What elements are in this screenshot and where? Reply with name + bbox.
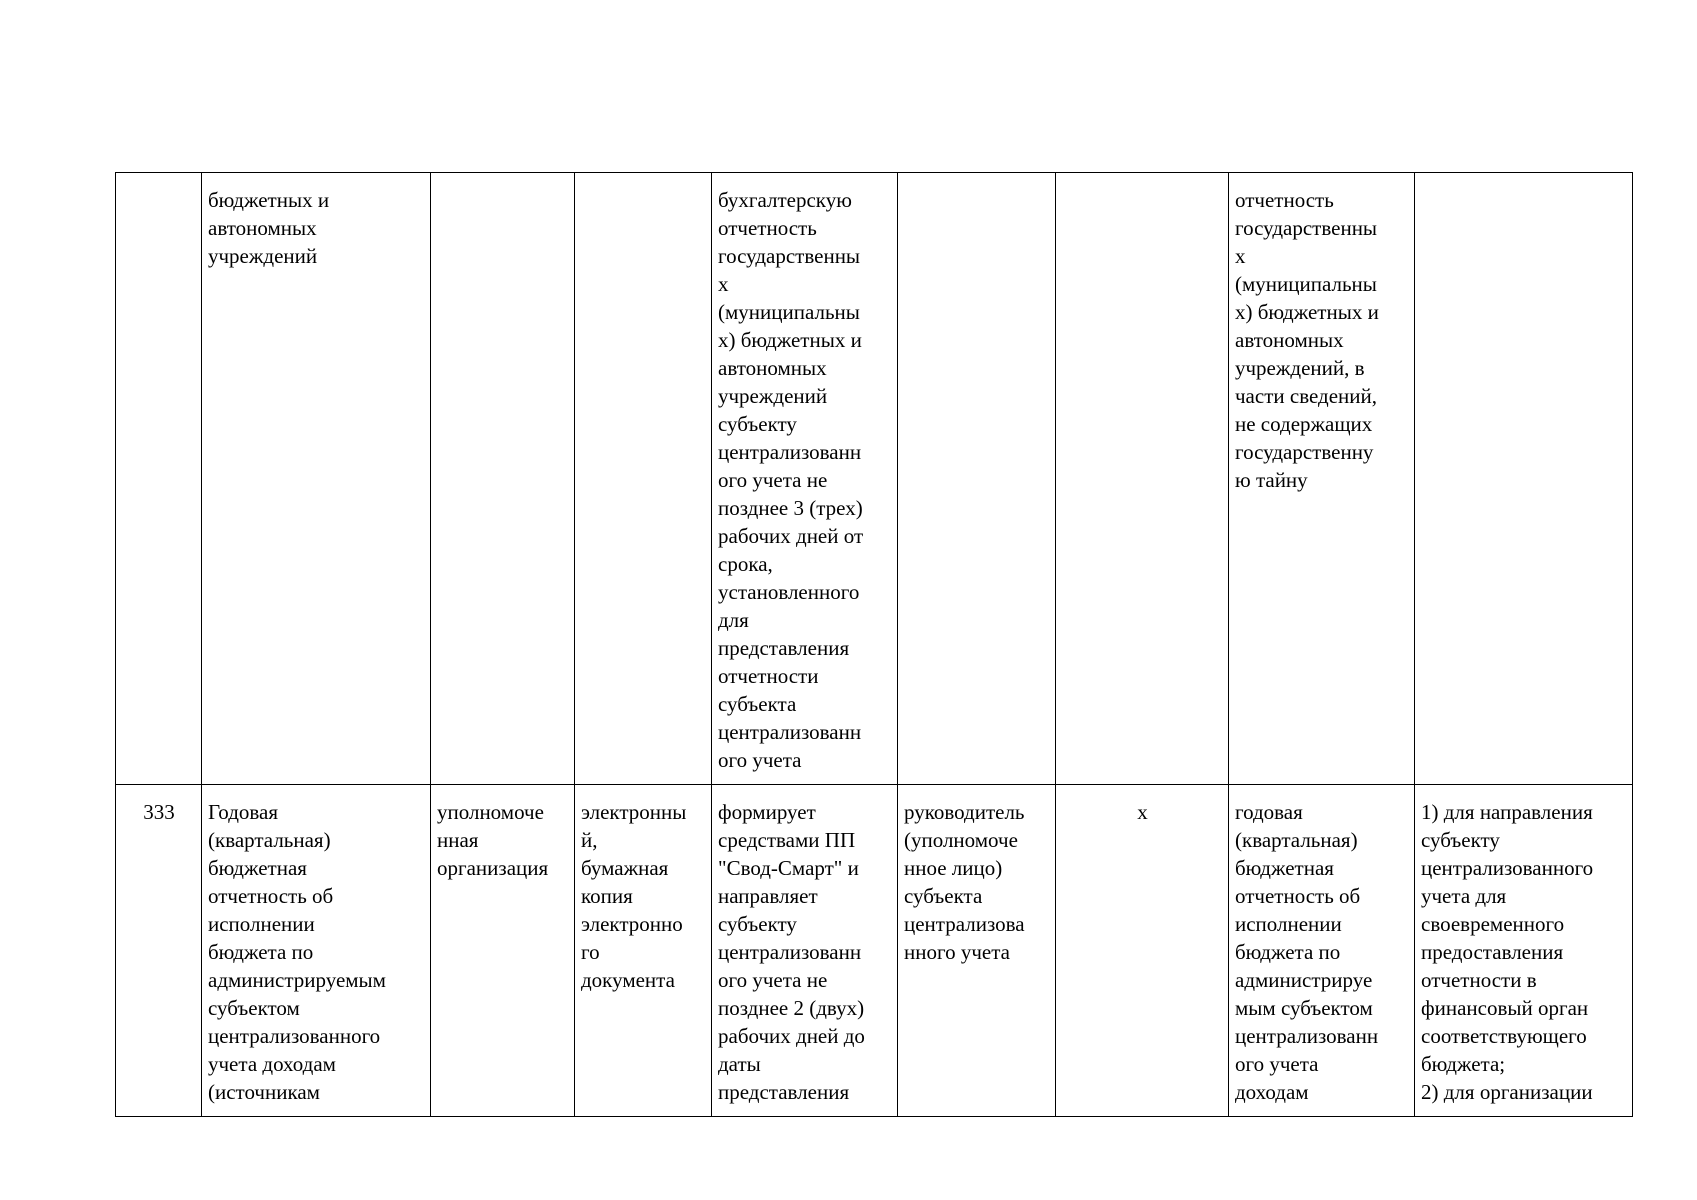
purpose-cell bbox=[1415, 173, 1633, 785]
x-cell bbox=[1056, 173, 1229, 785]
result-description: годовая (квартальная) бюджетная отчетность об исполнении бюджета по администрируе мым субъектом централизованн ого учета доходам bbox=[1235, 800, 1379, 1104]
document-table bbox=[115, 172, 1633, 1117]
purpose-cell bbox=[1415, 785, 1633, 1117]
result-cell bbox=[1229, 173, 1415, 785]
action-description: формирует средствами ПП "Свод-Смарт" и направляет субъекту централизованн ого учета не позднее 2 (двух) рабочих дней до даты представления bbox=[718, 800, 865, 1104]
signer-cell bbox=[898, 173, 1056, 785]
responsible: уполномоче нная организация bbox=[437, 800, 549, 880]
purpose-description: 1) для направления субъекту централизованного учета для своевременного предоставления отчетности в финансовый орган соответствующего бюджета; 2) для организации bbox=[1421, 800, 1594, 1104]
action-description: бухгалтерскую отчетность государственны х (муниципальны х) бюджетных и автономных учреждений субъекту централизованн ого учета не позднее 3 (трех) рабочих дней от срока, установленного для представления отчетности субъекта централизованн ого учета bbox=[718, 188, 864, 772]
form-cell bbox=[575, 173, 712, 785]
document-name: Годовая (квартальная) бюджетная отчетность об исполнении бюджета по администрируемым субъектом централизованного учета доходам (источникам bbox=[208, 800, 386, 1104]
document-name-cell bbox=[202, 173, 431, 785]
result-cell bbox=[1229, 785, 1415, 1117]
row-number: 333 bbox=[143, 800, 175, 824]
table-row bbox=[116, 173, 1633, 785]
responsible-cell bbox=[431, 173, 575, 785]
row-number-cell bbox=[116, 785, 202, 1117]
responsible-cell bbox=[431, 785, 575, 1117]
form-cell bbox=[575, 785, 712, 1117]
document-name-cell bbox=[202, 785, 431, 1117]
action-cell bbox=[712, 173, 898, 785]
x-mark: x bbox=[1137, 800, 1148, 824]
table-row bbox=[116, 785, 1633, 1117]
document-form: электронны й, бумажная копия электронно го документа bbox=[581, 800, 687, 992]
row-number-cell bbox=[116, 173, 202, 785]
signer: руководитель (уполномоче нное лицо) субъекта централизова нного учета bbox=[904, 800, 1025, 964]
document-name: бюджетных и автономных учреждений bbox=[208, 188, 330, 268]
x-cell bbox=[1056, 785, 1229, 1117]
signer-cell bbox=[898, 785, 1056, 1117]
action-cell bbox=[712, 785, 898, 1117]
result-description: отчетность государственны х (муниципальны х) бюджетных и автономных учреждений, в части сведений, не содержащих государственну ю тайну bbox=[1235, 188, 1379, 492]
